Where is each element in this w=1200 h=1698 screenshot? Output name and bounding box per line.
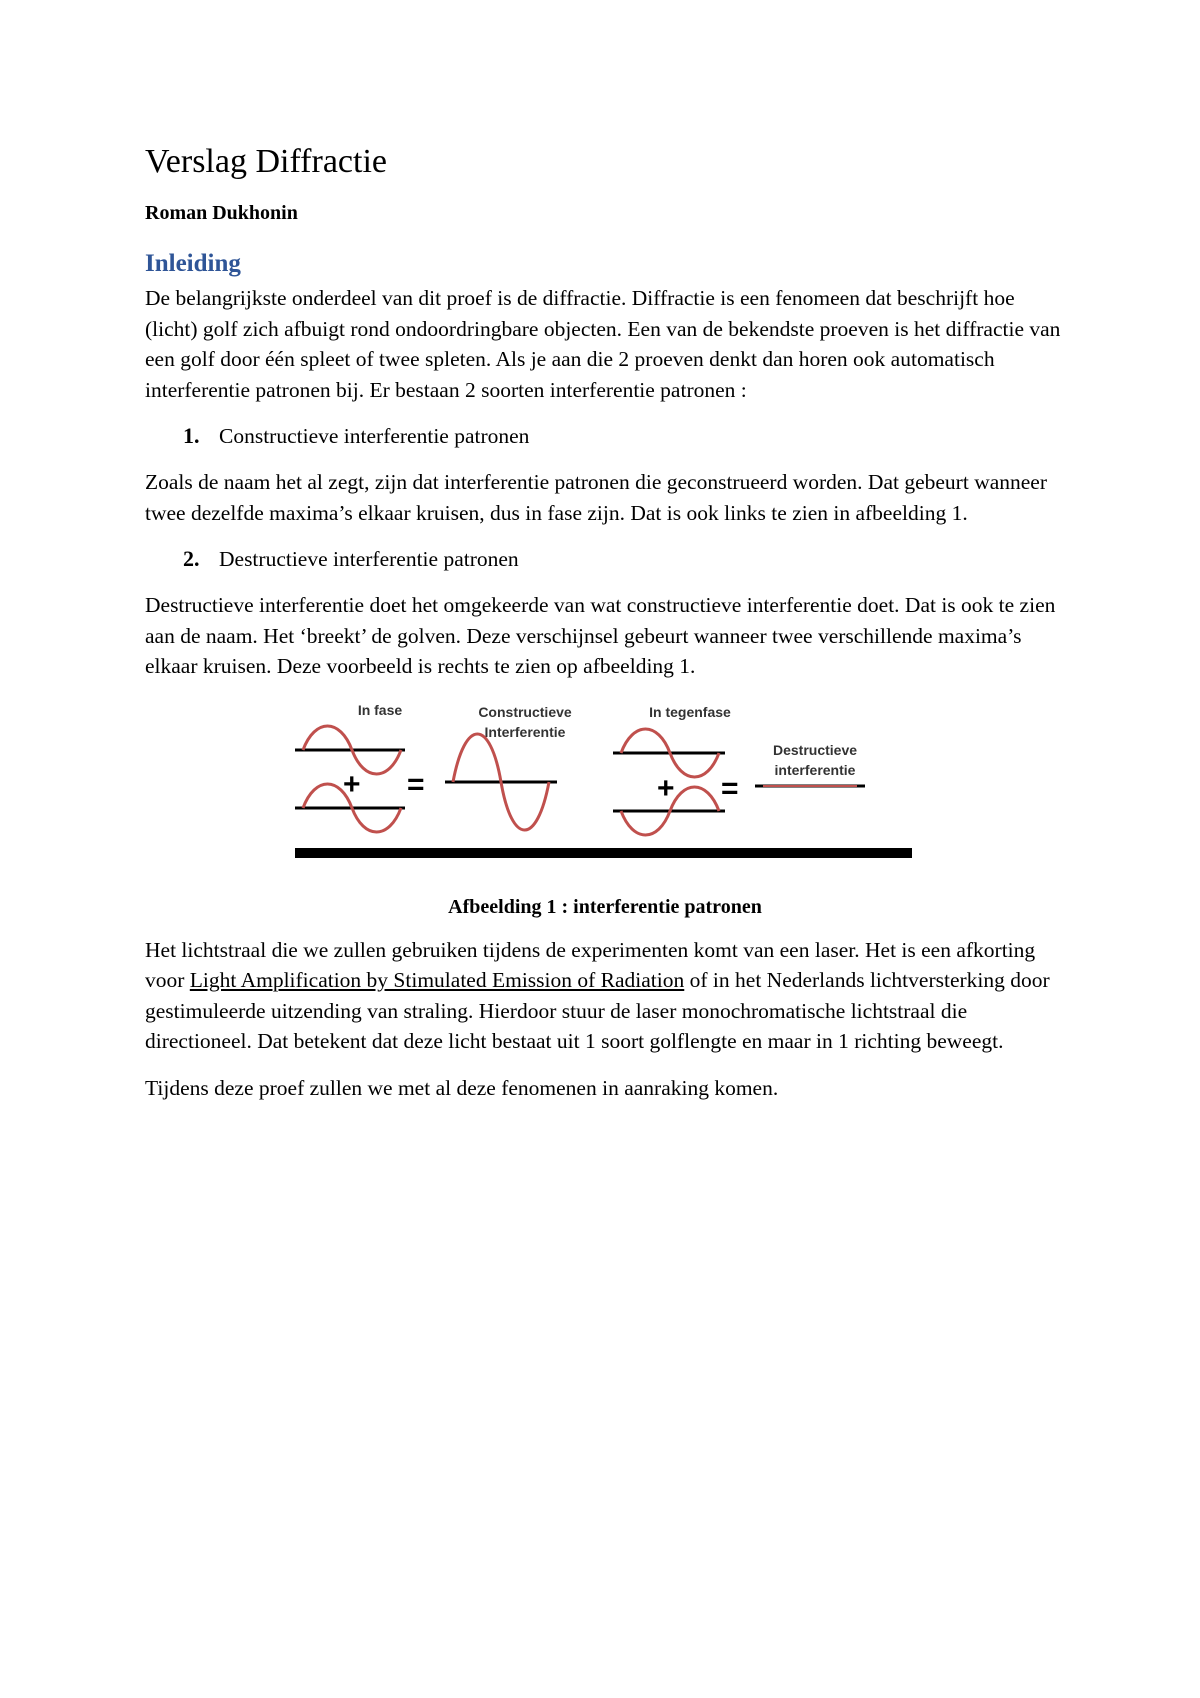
author-name: Roman Dukhonin xyxy=(145,202,298,224)
constructive-paragraph: Zoals de naam het al zegt, zijn dat interferentie patronen die geconstrueerd worden. Dat gebeurt wanneer twee dezelfde maxima’s elkaar kruisen, dus in fase zijn. Dat is ook links te zien in afbeelding 1. xyxy=(145,470,1048,525)
laser-text-after: of in het Nederlands lichtversterking door gestimuleerde uitzending van straling. Hierdoor stuur de laser monochromatische lichtstraal die directioneel. Dat betekent dat deze licht bestaat uit 1 soort golflengte en maar in 1 richting beweegt. xyxy=(145,968,1050,1053)
interference-figure xyxy=(145,698,1065,888)
intro-paragraph: De belangrijkste onderdeel van dit proef is de diffractie. Diffractie is een fenomeen dat beschrijft hoe (licht) golf zich afbuigt rond ondoordringbare objecten. Een van de bekendste proeven is het diffractie van een golf door één spleet of twee spleten. Als je aan die 2 proeven denkt dan horen ook automatisch interferentie patronen bij. Er bestaan 2 soorten interferentie patronen : xyxy=(145,286,1061,402)
list-number: 2. xyxy=(183,546,200,571)
label-destructive-2: interferentie xyxy=(774,761,856,778)
plus-sign-right: + xyxy=(657,771,675,805)
closing-paragraph: Tijdens deze proef zullen we met al deze fenomenen in aanraking komen. xyxy=(145,1075,779,1100)
list-text: Constructieve interferentie patronen xyxy=(219,424,530,448)
document-title: Verslag Diffractie xyxy=(145,143,387,180)
figure-bottom-bar xyxy=(295,848,912,858)
list-text: Destructieve interferentie patronen xyxy=(219,547,519,571)
label-constructive-1: Constructieve xyxy=(478,703,572,720)
list-item-constructive xyxy=(145,421,1065,451)
list-item-destructive xyxy=(145,544,1065,574)
destructive-paragraph: Destructieve interferentie doet het omgekeerde van wat constructieve interferentie doet. Dat is ook te zien aan de naam. Het ‘breekt’ de golven. Deze verschijnsel gebeurt wanneer twee verschillende maxima’s elkaar kruisen. Deze voorbeeld is rechts te zien op afbeelding 1. xyxy=(145,593,1056,678)
figure-caption: Afbeelding 1 : interferentie patronen xyxy=(448,895,762,918)
label-destructive-1: Destructieve xyxy=(772,741,858,758)
laser-acronym-link[interactable]: Light Amplification by Stimulated Emission of Radiation xyxy=(189,968,685,992)
laser-text-before: Het lichtstraal die we zullen gebruiken tijdens de experimenten komt van een laser. Het is een afkorting voor xyxy=(145,937,1036,992)
label-in-tegenfase: In tegenfase xyxy=(649,703,731,720)
document-content xyxy=(145,142,1065,1119)
interference-diagram xyxy=(295,698,915,858)
section-heading-inleiding: Inleiding xyxy=(145,250,241,277)
label-in-fase: In fase xyxy=(357,701,403,718)
label-constructive-2: Interferentie xyxy=(484,723,566,740)
equals-sign-right: = xyxy=(721,771,739,805)
plus-sign-left: + xyxy=(343,767,361,801)
list-number: 1. xyxy=(183,423,200,448)
laser-paragraph xyxy=(145,935,1065,1057)
equals-sign-left: = xyxy=(407,767,425,801)
